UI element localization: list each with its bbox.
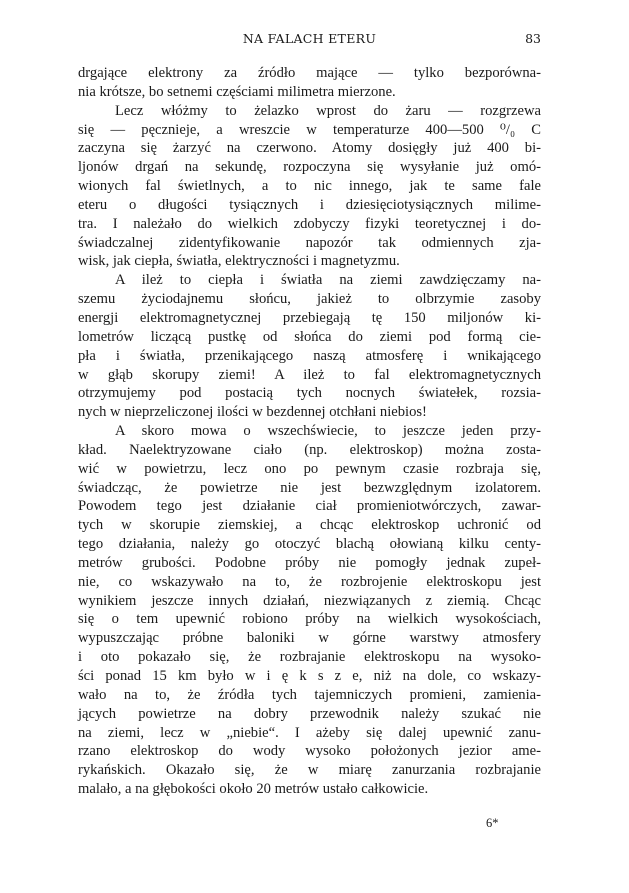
text-line: tego działania, należy go otoczyć blachą ołowianą kilku centy- <box>78 536 541 553</box>
text-line: rykańskich. Okazało się, że w miarę zanurzania rozbrajanie <box>78 762 541 779</box>
text-line: zaczyna się żarzyć na czerwono. Atomy dosięgły już 400 bi- <box>78 140 541 157</box>
text-line: ljonów drgań na sekundę, rozpoczyna się wysyłanie już omó- <box>78 159 541 176</box>
text-line: wynikiem jeszcze innych działań, niezwiązanych z ziemią. Chcąc <box>78 592 541 609</box>
body-text <box>78 64 541 799</box>
text-line: tra. I należało do wielkich zdobyczy fizyki teoretycznej i do- <box>78 215 541 232</box>
text-line: A ileż to ciepła i światła na ziemi zawdzięczamy na- <box>115 272 541 289</box>
text-line: ści ponad 15 km było w i ę k s z e, niż na dole, co wskazy- <box>78 668 541 684</box>
text-line: nia krótsze, bo setnemi częściami milimetra mierzone. <box>78 83 396 100</box>
text-line: Powodem tego jest działanie ciał promieniotwórczych, zawar- <box>78 498 541 515</box>
paragraph <box>78 102 541 272</box>
text-line: rzano elektroskop do wody wysoko położonych jezior ame- <box>78 743 541 760</box>
text-line: jących powietrze na dobry przewodnik należy szukać nie <box>78 705 541 722</box>
running-head <box>78 31 541 51</box>
text-line: wionych fal świetlnych, a to nic innego, jak te same fale <box>78 178 541 195</box>
text-line: i oto pokazało się, że rozbrajanie elektroskopu na wysoko- <box>78 649 541 666</box>
text-line: na ziemi, lecz w „niebie“. I ażeby się dalej upewnić zanu- <box>78 724 541 741</box>
text-line: lometrów liczącą pustkę od słońca do ziemi pod formą cie- <box>78 328 541 345</box>
text-line: nie, co wskazywało na to, że rozbrojenie elektroskopu jest <box>78 573 541 590</box>
text-line: drgające elektrony za źródło mające — tylko bezporówna- <box>78 65 541 81</box>
text-line: szemu życiodajnemu słońcu, jakież to olbrzymie zasoby <box>78 291 541 308</box>
text-line: tych w skorupie ziemskiej, a chcąc elektroskop uchronić od <box>78 517 541 534</box>
text-line: świadczalnej zidentyfikowanie napozór tak odmiennych zja- <box>78 234 541 251</box>
text-line: się o tem upewnić robiono próby na wielkich wysokościach, <box>78 611 541 628</box>
text-line: malało, a na głębokości około 20 metrów ustało całkowicie. <box>78 781 429 798</box>
text-line: nych w nieprzeliczonej ilości w bezdennej otchłani niebios! <box>78 404 427 421</box>
text-line: energji elektromagnetycznej przebiegają tę 150 miljonów ki- <box>78 309 541 326</box>
text-line: metrów grubości. Podobne próby nie pomogły jednak zupeł- <box>78 554 541 571</box>
running-title: NA FALACH ETERU <box>242 31 377 46</box>
paragraph <box>78 422 541 799</box>
text-line: wało na to, że źródła tych tajemniczych promieni, zamienia- <box>78 686 541 703</box>
text-line: wisk, jak ciepła, światła, elektryczności i magnetyzmu. <box>78 253 400 270</box>
page-number: 83 <box>525 31 541 46</box>
paragraph <box>78 64 541 102</box>
text-line: eteru o długości tysiącznych i dziesięciotysiącznych milime- <box>78 196 541 213</box>
text-line: wypuszczając próbne baloniki w górne warstwy atmosfery <box>78 630 541 647</box>
paragraph <box>78 271 541 422</box>
text-line: pła i światła, przenikającego naszą atmosferę i wnikającego <box>78 347 541 364</box>
text-line: Lecz włóżmy to żelazko wprost do żaru — rozgrzewa <box>115 102 541 119</box>
text-line: A skoro mowa o wszechświecie, to jeszcze jeden przy- <box>115 423 541 440</box>
sheet-signature: 6* <box>486 816 499 830</box>
text-line: wić w powietrzu, lecz ono po pewnym czasie rozbraja się, <box>78 460 541 477</box>
text-line: kład. Naelektryzowane ciało (np. elektroskop) można zosta- <box>78 441 541 458</box>
text-line: świadcząc, że powietrze nie jest bezwzględnym izolatorem. <box>78 479 541 496</box>
text-line: się — pęcznieje, a wreszcie w temperaturze 400—500 ⁰/₀ C <box>78 121 541 138</box>
text-line: w głąb skorupy ziemi! A ileż to fal elektromagnetycznych <box>78 366 541 383</box>
text-line: otrzymujemy pod postacią tych nocnych światełek, rozsia- <box>78 385 541 402</box>
